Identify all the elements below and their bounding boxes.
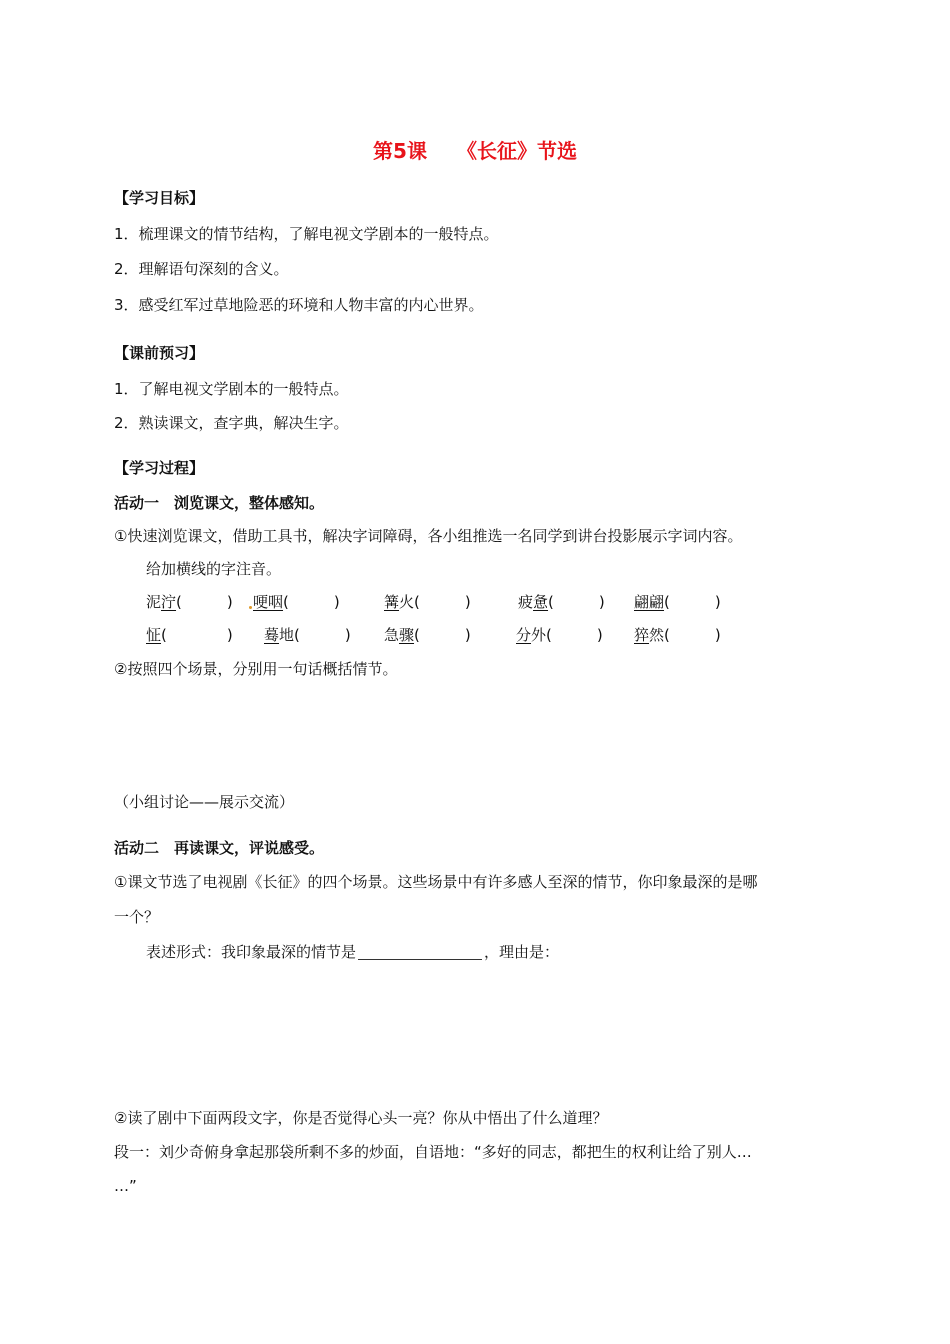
activity1-question2: ②按照四个场景，分别用一句话概括情节。: [114, 660, 398, 678]
activity1-question1: ①快速浏览课文，借助工具书，解决字词障碍，各小组推选一名同学到讲台投影展示字词内容。: [114, 527, 743, 545]
pinyin-item: 翩翩( ): [634, 593, 721, 611]
passage-one: 段一：刘少奇俯身拿起那袋所剩不多的炒面，自语地：“多好的同志，都把生的权利让给了别人…: [114, 1143, 752, 1161]
pinyin-item: 急骤( ): [384, 626, 471, 644]
process-heading: 【学习过程】: [114, 459, 205, 477]
pinyin-item: 泥泞( ): [146, 593, 233, 611]
objective-item: 2．理解语句深刻的含义。: [114, 260, 289, 278]
activity2-question2: ②读了剧中下面两段文字，你是否觉得心头一亮？你从中悟出了什么道理？: [114, 1109, 608, 1127]
passage-one-cont: …”: [114, 1177, 137, 1195]
pinyin-item: 分外( ): [516, 626, 603, 644]
pinyin-item: 猝然( ): [634, 626, 721, 644]
pinyin-item: 蓦地( ): [264, 626, 351, 644]
objective-item: 1．梳理课文的情节结构，了解电视文学剧本的一般特点。: [114, 225, 499, 243]
preview-item: 2．熟读课文，查字典，解决生字。: [114, 414, 349, 432]
activity2-title: 活动二 再读课文，评说感受。: [114, 839, 325, 857]
activity1-title: 活动一 浏览课文，整体感知。: [114, 494, 325, 512]
group-discussion-note: （小组讨论——展示交流）: [114, 793, 295, 811]
preview-item: 1．了解电视文学剧本的一般特点。: [114, 380, 349, 398]
page-title: [0, 138, 950, 164]
objectives-heading: 【学习目标】: [114, 189, 205, 207]
activity2-question1-cont: 一个？: [114, 908, 160, 926]
activity1-subtask: 给加横线的字注音。: [146, 560, 282, 578]
pinyin-item: 篝火( ): [384, 593, 471, 611]
pinyin-item: 疲惫( ): [518, 593, 605, 611]
activity2-question1: ①课文节选了电视剧《长征》的四个场景。这些场景中有许多感人至深的情节，你印象最深的是哪: [114, 873, 758, 891]
answer-form: 表述形式：我印象最深的情节是 ，理由是：: [146, 943, 560, 961]
answer-blank[interactable]: [358, 945, 482, 960]
objective-item: 3．感受红军过草地险恶的环境和人物丰富的内心世界。: [114, 296, 484, 314]
pinyin-item: 怔( ): [146, 626, 233, 644]
pinyin-item: 哽咽( ): [248, 592, 340, 612]
lesson-number: 第5课: [373, 139, 427, 163]
lesson-name: 《长征》节选: [456, 139, 577, 163]
preview-heading: 【课前预习】: [114, 344, 205, 362]
